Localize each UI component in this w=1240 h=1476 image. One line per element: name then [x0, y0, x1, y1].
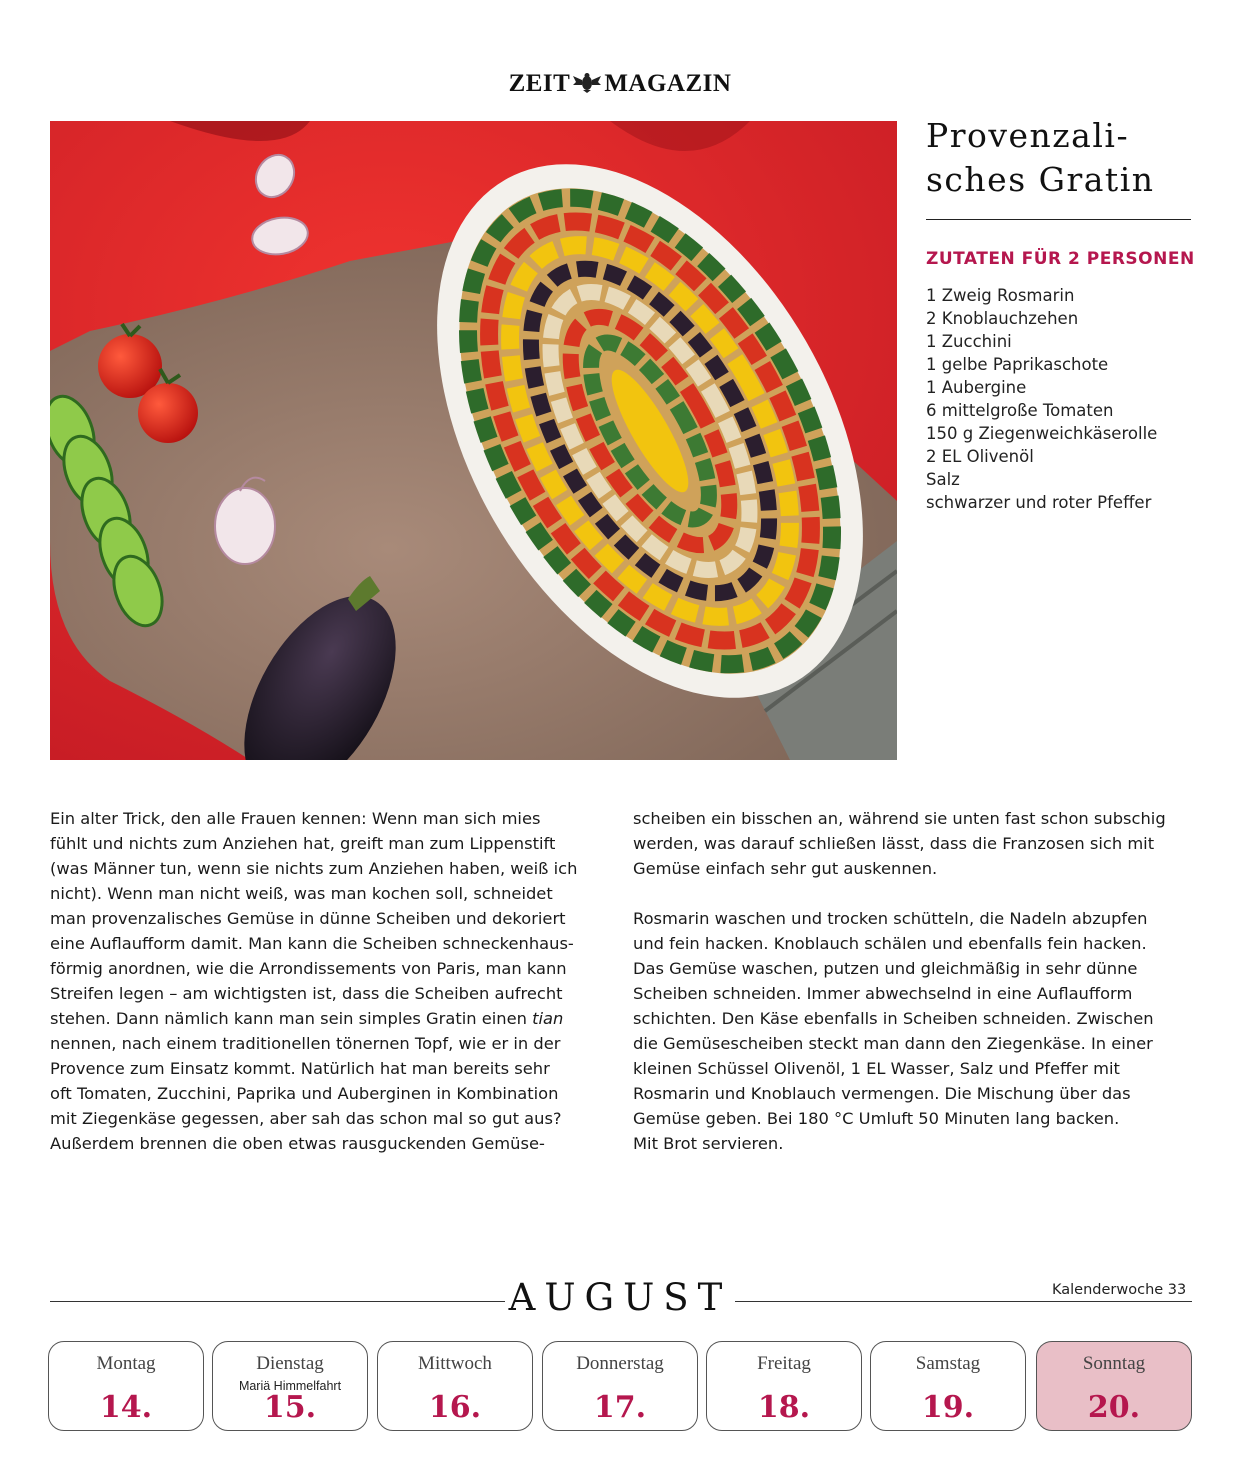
day-cell-wednesday [377, 1341, 533, 1431]
day-cell-thursday [542, 1341, 698, 1431]
ingredient-item: 6 mittelgroße Tomaten [926, 401, 1114, 420]
ingredient-item: Salz [926, 470, 960, 489]
day-cell-friday [706, 1341, 862, 1431]
preparation-paragraph [633, 906, 1193, 1156]
article-column-left [50, 806, 610, 1156]
ingredients-list [926, 284, 1157, 514]
article-line: man provenzalisches Gemüse in dünne Scheiben und dekoriert [50, 909, 566, 928]
holiday-label: Mariä Himmelfahrt [238, 1379, 342, 1393]
recipe-title-line2: sches Gratin [926, 159, 1155, 199]
article-line: (was Männer tun, wenn sie nichts zum Anziehen haben, weiß ich [50, 859, 578, 878]
ingredient-item: 2 Knoblauchzehen [926, 309, 1079, 328]
weekday-label: Sonntag [1082, 1353, 1146, 1374]
ingredients-heading: ZUTATEN FÜR 2 PERSONEN [926, 249, 1195, 269]
article-line: nennen, nach einem traditionellen tönernen Topf, wie er in der [50, 1034, 561, 1053]
date-number: 15. [263, 1390, 317, 1425]
article-text: stehen. Dann nämlich kann man sein simples Gratin einen [50, 1009, 533, 1028]
article-line: mit Ziegenkäse gegessen, aber sah das schon mal so gut aus? [50, 1109, 562, 1128]
ingredient-item: 2 EL Olivenöl [926, 447, 1034, 466]
article-line: förmig anordnen, wie die Arrondissements von Paris, man kann [50, 959, 567, 978]
weekday-label: Montag [96, 1353, 156, 1374]
article-line: Außerdem brennen die oben etwas rausguckenden Gemüse- [50, 1134, 545, 1153]
article-paragraph [633, 806, 1193, 881]
article-line: kleinen Schüssel Olivenöl, 1 EL Wasser, Salz und Pfeffer mit [633, 1059, 1120, 1078]
weekday-label: Dienstag [256, 1353, 324, 1374]
ingredient-item: schwarzer und roter Pfeffer [926, 493, 1152, 512]
article-line: nicht). Wenn man nicht weiß, was man kochen soll, schneidet [50, 884, 553, 903]
month-rule-left [50, 1301, 505, 1302]
date-number: 18. [757, 1390, 811, 1425]
eagle-crest-icon [572, 72, 602, 94]
month-rule-right [735, 1301, 1192, 1302]
article-line: werden, was darauf schließen lässt, dass die Franzosen sich mit [633, 834, 1155, 853]
article-line: eine Auflaufform damit. Man kann die Scheiben schneckenhaus- [50, 934, 574, 953]
ingredient-item: 1 Aubergine [926, 378, 1027, 397]
article-line: oft Tomaten, Zucchini, Paprika und Auberginen in Kombination [50, 1084, 559, 1103]
recipe-title [926, 114, 1196, 201]
article-italic-word: tian [532, 1009, 564, 1028]
article-line [50, 1006, 610, 1031]
ingredient-item: 1 Zucchini [926, 332, 1012, 351]
recipe-photo [50, 121, 897, 760]
weekday-label: Donnerstag [576, 1353, 664, 1374]
article-line: Rosmarin und Knoblauch vermengen. Die Mischung über das [633, 1084, 1131, 1103]
article-line: Scheiben schneiden. Immer abwechselnd in eine Auflaufform [633, 984, 1133, 1003]
article-line: Streifen legen – am wichtigsten ist, dass die Scheiben aufrecht [50, 984, 563, 1003]
article-line: schichten. Den Käse ebenfalls in Scheiben schneiden. Zwischen [633, 1009, 1154, 1028]
article-column-right [633, 806, 1193, 1181]
article-line: Provence zum Einsatz kommt. Natürlich hat man bereits sehr [50, 1059, 550, 1078]
masthead-logo [0, 70, 1240, 98]
day-cell-saturday [870, 1341, 1026, 1431]
article-line: die Gemüsescheiben steckt man dann den Ziegenkäse. In einer [633, 1034, 1153, 1053]
article-line: Ein alter Trick, den alle Frauen kennen: Wenn man sich mies [50, 809, 541, 828]
title-divider [926, 219, 1191, 220]
day-cell-monday [48, 1341, 204, 1431]
article-line: Rosmarin waschen und trocken schütteln, die Nadeln abzupfen [633, 909, 1148, 928]
article-line: und fein hacken. Knoblauch schälen und ebenfalls fein hacken. [633, 934, 1147, 953]
ingredient-item: 1 gelbe Paprikaschote [926, 355, 1109, 374]
masthead-zeit: ZEIT [508, 70, 571, 97]
weekday-label: Samstag [915, 1353, 981, 1374]
ingredient-item: 1 Zweig Rosmarin [926, 286, 1075, 305]
article-line: scheiben ein bisschen an, während sie unten fast schon subschig [633, 809, 1166, 828]
ingredient-item: 150 g Ziegenweichkäserolle [926, 424, 1158, 443]
article-line: Das Gemüse waschen, putzen und gleichmäßig in sehr dünne [633, 959, 1138, 978]
day-cell-sunday [1036, 1341, 1192, 1431]
weekday-label: Mittwoch [418, 1353, 492, 1374]
date-number: 19. [921, 1390, 975, 1425]
recipe-title-line1: Provenzali- [926, 116, 1130, 155]
day-cell-tuesday [212, 1341, 368, 1431]
month-heading: AUGUST [508, 1276, 732, 1319]
date-number: 17. [593, 1390, 647, 1425]
article-line: Gemüse geben. Bei 180 °C Umluft 50 Minuten lang backen. [633, 1109, 1120, 1128]
masthead-magazin: MAGAZIN [604, 70, 732, 97]
calendar-week-label: Kalenderwoche 33 [1052, 1282, 1187, 1298]
date-number: 14. [99, 1390, 153, 1425]
article-line: Gemüse einfach sehr gut auskennen. [633, 859, 938, 878]
article-line: Mit Brot servieren. [633, 1134, 784, 1153]
week-days [48, 1341, 1192, 1432]
weekday-label: Freitag [757, 1353, 811, 1374]
date-number: 16. [428, 1390, 482, 1425]
article-line: fühlt und nichts zum Anziehen hat, greift man zum Lippenstift [50, 834, 556, 853]
date-number: 20. [1087, 1390, 1141, 1425]
